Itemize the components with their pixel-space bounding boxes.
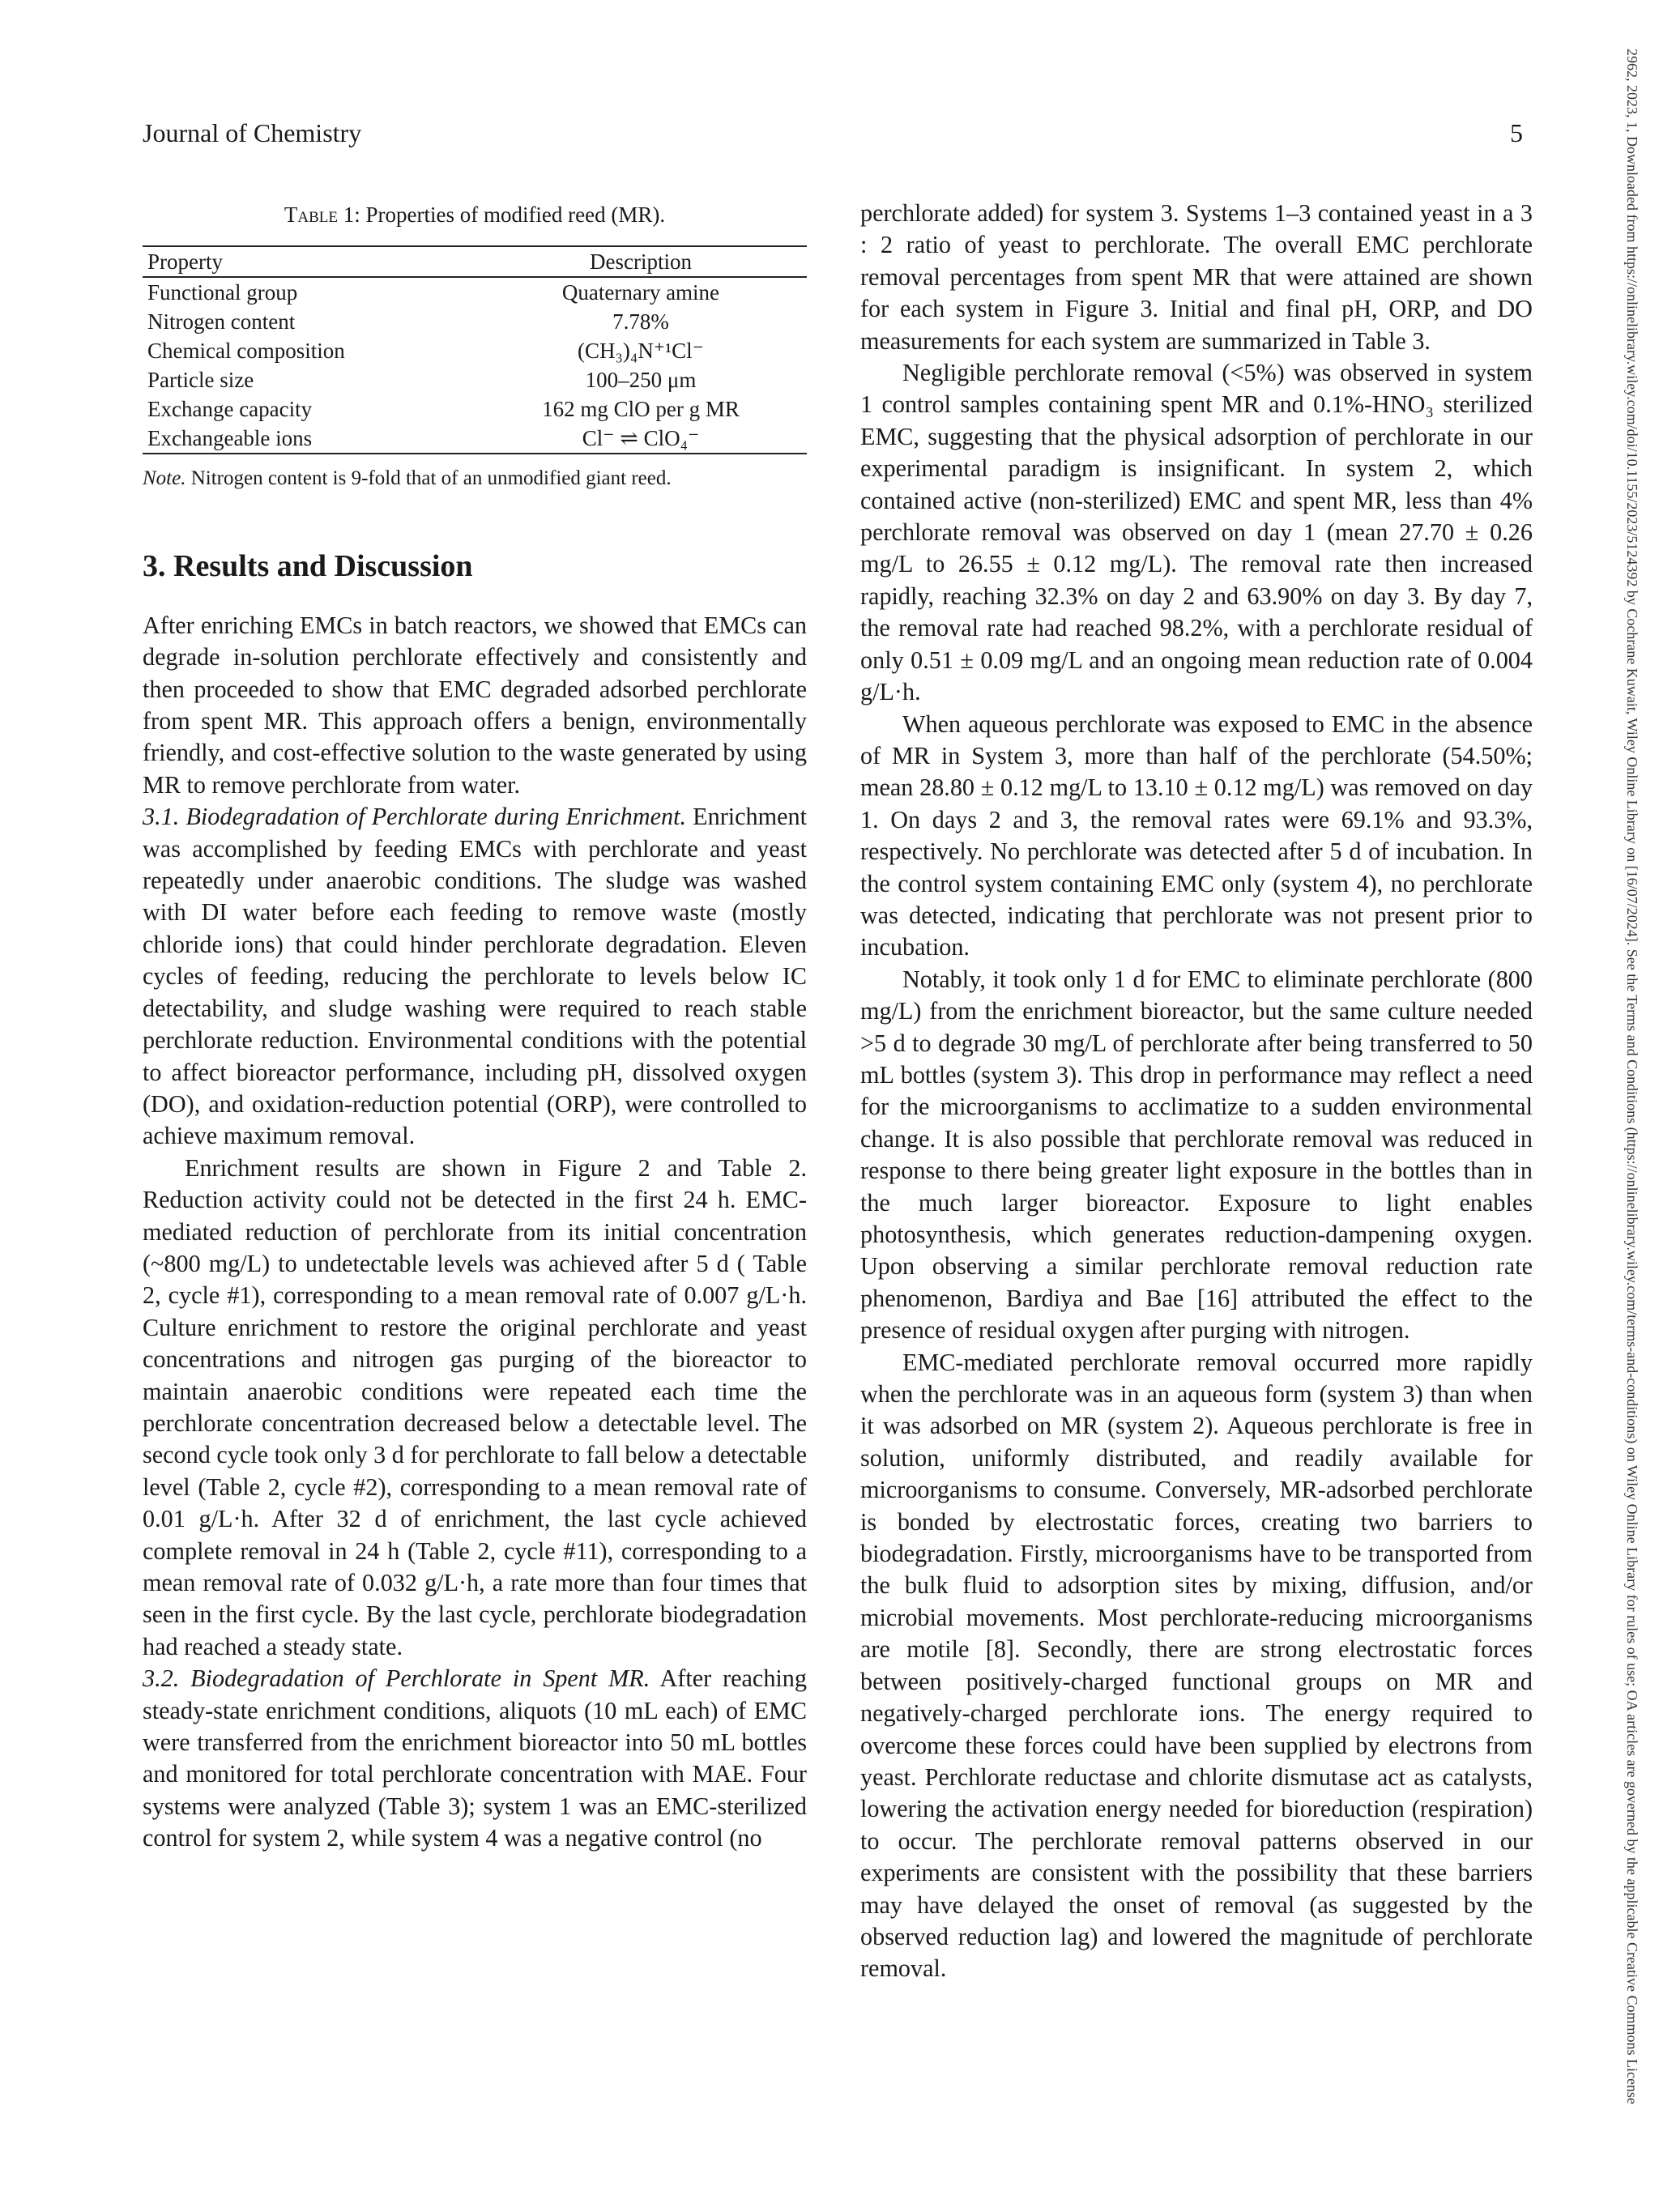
table-row — [143, 277, 807, 307]
table-cell: Nitrogen content — [147, 309, 296, 335]
download-notice-text[interactable]: 2962, 2023, 1, Downloaded from https://onlinelibrary.wiley.com/doi/10.1155/2023/5124392 by Cochrane Kuwait, Wiley Online Library on [16/07/2024]. See the Terms and Conditions (https://onlinelibrary.wiley.com/terms-and-conditions) on Wiley Online Library for rules of use; OA articles are governed by the applicable Creative Commons License — [1624, 49, 1640, 2104]
table-cell: Cl⁻ ⇌ ClO₄⁻ — [582, 426, 700, 451]
table-header-property: Property — [147, 249, 223, 275]
subsection-3-1-paragraph — [143, 801, 807, 1152]
paragraph: When aqueous perchlorate was exposed to EMC in the absence of MR in System 3, more than half of the perchlorate (54.50%; mean 28.80 ± 0.12 mg/L to 13.10 ± 0.12 mg/L) was removed on day 1. On days 2 and 3, the removal rates were 69.1% and 93.3%, respectively. No perchlorate was detected after 5 d of incubation. In the control system containing EMC only (system 4), no perchlorate was detected, indicating that perchlorate was not present prior to incubation. — [860, 710, 1533, 961]
page-number: 5 — [1510, 118, 1523, 147]
table-header-row — [143, 246, 807, 277]
paragraph: Notably, it took only 1 d for EMC to eliminate perchlorate (800 mg/L) from the enrichment bioreactor, but the same culture needed >5 d to degrade 30 mg/L of perchlorate after being transferred to 50 mL bottles (system 3). This drop in performance may reflect a need for the microorganisms to acclimatize to a sudden environmental change. It is also possible that perchlorate removal was reduced in response to there being greater light exposure in the bottles than in the much larger bioreactor. Exposure to light enables photosynthesis, which generates reduction-dampening oxygen. Upon observing a similar perchlorate removal reduction rate phenomenon, Bardiya and Bae [16] attributed the effect to the presence of residual oxygen after purging with nitrogen. — [860, 965, 1533, 1345]
table-cell: Chemical composition — [147, 339, 345, 364]
table-1 — [143, 245, 807, 454]
paragraph-text: Enrichment was accomplished by feeding EMCs with perchlorate and yeast repeatedly under anaerobic conditions. The sludge was washed with DI water before each feeding to remove waste (mostly chloride ions) that could hinder perchlorate degradation. Eleven cycles of feeding, reducing the perchlorate to levels below IC detectability, and sludge washing were required to reach stable perchlorate reduction. Environmental conditions with the potential to affect bioreactor performance, including pH, dissolved oxygen (DO), and oxidation-reduction potential (ORP), were controlled to achieve maximum removal. — [143, 803, 807, 1150]
table-cell: 7.78% — [612, 309, 669, 335]
table-cell: 162 mg ClO per g MR — [542, 397, 740, 422]
download-notice-sidebar — [1616, 49, 1648, 2171]
table-row — [143, 424, 807, 454]
table-row — [143, 394, 807, 424]
table-cell: 100–250 μm — [585, 368, 697, 393]
table-row — [143, 336, 807, 365]
table-note-label: Note. — [143, 467, 186, 490]
journal-title: Journal of Chemistry — [143, 118, 362, 147]
table-header-description: Description — [589, 249, 692, 275]
paragraph: Negligible perchlorate removal (<5%) was observed in system 1 control samples containing spent MR and 0.1%-HNO₃ sterilized EMC, suggesting that the physical adsorption of perchlorate in our experimental paradigm is insignificant. In system 2, which contained active (non-sterilized) EMC and spent MR, less than 4% perchlorate removal was observed on day 1 (mean 27.70 ± 0.26 mg/L to 26.55 ± 0.12 mg/L). The removal rate then increased rapidly, reaching 32.3% on day 2 and 63.90% on day 3. By day 7, the removal rate had reached 98.2%, with a perchlorate residual of only 0.51 ± 0.09 mg/L and an ongoing mean reduction rate of 0.004 g/L·h. — [860, 359, 1533, 706]
subsection-3-2-paragraph — [143, 1663, 807, 1854]
table-1-caption — [143, 199, 807, 231]
table-caption-text: 1: Properties of modified reed (MR). — [337, 202, 666, 227]
table-row — [143, 307, 807, 336]
table-cell: (CH₃)₄N⁺¹Cl⁻ — [578, 339, 704, 364]
paragraph: perchlorate added) for system 3. Systems 1–3 contained yeast in a 3 : 2 ratio of yeast to perchlorate. The overall EMC perchlorate removal percentages from spent MR that were attained are shown for each system in Figure 3. Initial and final pH, ORP, and DO measurements for each system are summarized in Table 3. — [860, 199, 1533, 355]
paragraph: Enrichment results are shown in Figure 2 and Table 2. Reduction activity could not be detected in the first 24 h. EMC-mediated reduction of perchlorate from its initial concentration (~800 mg/L) to undetectable levels was achieved after 5 d ( Table 2, cycle #1), corresponding to a mean removal rate of 0.007 g/L·h. Culture enrichment to restore the original perchlorate and yeast concentrations and nitrogen gas purging of the bioreactor to maintain anaerobic conditions were repeated each time the perchlorate concentration decreased below a detectable level. The second cycle took only 3 d for perchlorate to fall below a detectable level (Table 2, cycle #2), corresponding to a mean removal rate of 0.01 g/L·h. After 32 d of enrichment, the last cycle achieved complete removal in 24 h (Table 2, cycle #11), corresponding to a mean removal rate of 0.032 g/L·h, a rate more than four times that seen in the first cycle. By the last cycle, perchlorate biodegradation had reached a steady state. — [143, 1153, 807, 1660]
section-heading: 3. Results and Discussion — [143, 548, 473, 583]
right-column — [860, 198, 1533, 1985]
table-cell: Exchangeable ions — [147, 426, 313, 451]
left-column — [143, 198, 807, 1855]
subsection-title: 3.2. Biodegradation of Perchlorate in Spent MR. — [143, 1664, 650, 1693]
table-row — [143, 365, 807, 394]
section-intro-paragraph: After enriching EMCs in batch reactors, we showed that EMCs can degrade in-solution perchlorate effectively and consistently and then proceeded to show that EMC degraded adsorbed perchlorate from spent MR. This approach offers a benign, environmentally friendly, and cost-effective solution to the waste generated by using MR to remove perchlorate from water. — [143, 611, 807, 799]
table-note — [143, 462, 807, 494]
paragraph-text: After reaching steady-state enrichment conditions, aliquots (10 mL each) of EMC were transferred from the enrichment bioreactor into 50 mL bottles and monitored for total perchlorate concentration with MAE. Four systems were analyzed (Table 3); system 1 was an EMC-sterilized control for system 2, while system 4 was a negative control (no — [143, 1664, 807, 1852]
subsection-title: 3.1. Biodegradation of Perchlorate during Enrichment. — [143, 803, 687, 831]
table-cell: Exchange capacity — [147, 397, 313, 422]
table-label: Table — [284, 202, 338, 227]
table-cell: Quaternary amine — [561, 280, 720, 305]
table-cell: Functional group — [147, 280, 298, 305]
table-cell: Particle size — [147, 368, 254, 393]
paragraph: EMC-mediated perchlorate removal occurred more rapidly when the perchlorate was in an aqueous form (system 3) than when it was adsorbed on MR (system 2). Aqueous perchlorate is free in solution, uniformly distributed, and readily available for microorganisms to consume. Conversely, MR-adsorbed perchlorate is bonded by electrostatic forces, creating two barriers to biodegradation. Firstly, microorganisms have to be transported from the bulk fluid to adsorption sites by mixing, diffusion, and/or microbial movements. Most perchlorate-reducing microorganisms are motile [8]. Secondly, there are strong electrostatic forces between positively-charged functional groups on MR and negatively-charged perchlorate ions. The energy required to overcome these forces could have been supplied by electrons from yeast. Perchlorate reductase and chlorite dismutase act as catalysts, lowering the activation energy needed for bioreduction (respiration) to occur. The perchlorate removal patterns observed in our experiments are consistent with the possibility that these barriers may have delayed the onset of removal (as suggested by the observed reduction lag) and lowered the magnitude of perchlorate removal. — [860, 1348, 1533, 1983]
table-note-text: Nitrogen content is 9-fold that of an unmodified giant reed. — [186, 467, 672, 490]
